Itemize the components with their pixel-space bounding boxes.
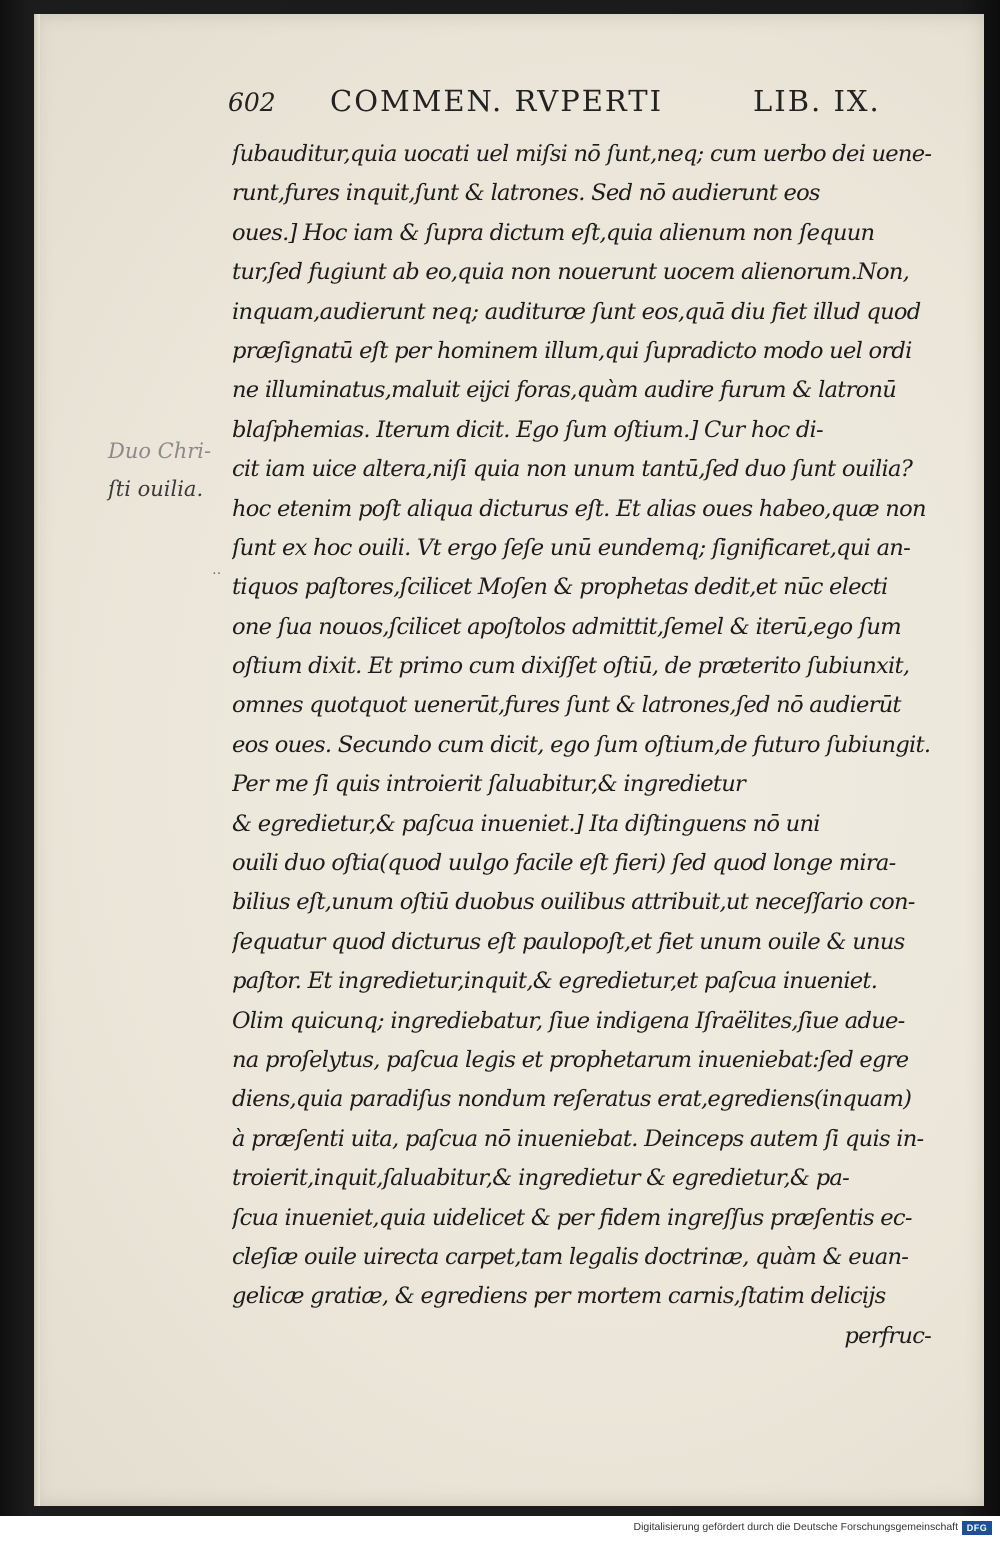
text-line: paſtor. Et ingredietur,inquit,& egredietur,et paſcua inueniet. — [232, 968, 878, 995]
text-line: ſunt ex hoc ouili. Vt ergo ſeſe unū eundemq; ſignificaret,qui an- — [232, 534, 910, 561]
text-line: blaſphemias. Iterum dicit. Ego ſum oſtium.] Cur hoc di- — [232, 416, 823, 443]
text-line: Per me ſi quis introierit ſaluabitur,& ingredietur — [232, 771, 746, 798]
text-line: omnes quotquot uenerūt,fures ſunt & latrones,ſed nō audierūt — [232, 692, 901, 719]
catchword: perfruc- — [844, 1322, 931, 1349]
text-line: Olim quicunq; ingrediebatur, ſiue indigena Iſraëlites,ſiue adue- — [232, 1007, 905, 1034]
text-line: na proſelytus, paſcua legis et prophetarum inueniebat:ſed egre — [232, 1046, 909, 1073]
page-gutter-edge — [34, 14, 40, 1506]
dfg-logo: DFG — [962, 1521, 992, 1535]
text-line: cleſiæ ouile uirecta carpet,tam legalis doctrinæ, quàm & euan- — [232, 1243, 909, 1270]
text-line: tiquos paſtores,ſcilicet Moſen & prophetas dedit,et nūc electi — [232, 574, 888, 601]
marginal-note-line: Duo Chri- — [108, 439, 212, 463]
marginal-note — [108, 432, 230, 508]
text-line: inquam,audierunt neq; auditurœ ſunt eos,quā diu fiet illud quod — [232, 298, 921, 325]
text-line: tur,ſed fugiunt ab eo,quia non nouerunt uocem alienorum.Non, — [232, 259, 910, 286]
text-line: cit iam uice altera,niſi quia non unum tantū,ſed duo ſunt ouilia? — [232, 456, 913, 483]
text-line: à præſenti uita, paſcua nō inueniebat. Deinceps autem ſi quis in- — [232, 1125, 924, 1152]
text-line: oues.] Hoc iam & ſupra dictum eſt,quia alienum non ſequun — [232, 219, 875, 246]
text-line: ſubauditur,quia uocati uel miſsi nō ſunt,neq; cum uerbo dei uene- — [232, 141, 932, 167]
text-line: runt,fures inquit,ſunt & latrones. Sed nō audierunt eos — [232, 180, 820, 207]
text-line: troierit,inquit,ſaluabitur,& ingredietur & egredietur,& pa- — [232, 1165, 850, 1192]
chapter-label: LIB. IX. — [753, 84, 881, 118]
text-line: ne illuminatus,maluit eijci foras,quàm audire furum & latronū — [232, 377, 897, 404]
text-line: ſequatur quod dicturus eſt paulopoſt,et fiet unum ouile & unus — [232, 928, 905, 955]
text-line: oſtium dixit. Et primo cum dixiſſet oſtiū, de præterito ſubiunxit, — [232, 653, 910, 680]
text-line: diens,quia paradiſus nondum reſeratus erat,egrediens(inquam) — [232, 1086, 912, 1113]
funding-notice: Digitalisierung gefördert durch die Deutsche Forschungsgemeinschaft — [633, 1521, 958, 1533]
text-line: bilius eſt,unum oſtiū duobus ouilibus attribuit,ut neceſſario con- — [232, 889, 915, 916]
page-number: 602 — [228, 88, 276, 117]
running-title: COMMEN. RVPERTI — [330, 84, 664, 118]
text-line: one ſua nouos,ſcilicet apoſtolos admittit,ſemel & iterū,ego ſum — [232, 613, 901, 640]
text-line: gelicæ gratiæ, & egrediens per mortem carnis,ſtatim delicijs — [232, 1283, 886, 1310]
text-line: præſignatū eſt per hominem illum,qui ſupradicto modo uel ordi — [232, 337, 912, 364]
text-line: & egredietur,& paſcua inueniet.] Ita diſtinguens nō uni — [232, 810, 820, 837]
text-line: eos oues. Secundo cum dicit, ego ſum oſtium,de futuro ſubiungit. — [232, 731, 931, 758]
running-header — [228, 84, 928, 124]
text-line: hoc etenim poſt aliqua dicturus eſt. Et alias oues habeo,quæ non — [232, 495, 926, 522]
text-line: ſcua inueniet,quia uidelicet & per fidem ingreſſus præſentis ec- — [232, 1204, 912, 1231]
body-text — [232, 135, 937, 1356]
text-line: ouili duo oſtia(quod uulgo facile eſt fieri) ſed quod longe mira- — [232, 850, 896, 877]
footer-bar — [0, 1516, 1000, 1541]
marginal-note-line: ſti ouilia. — [108, 477, 204, 501]
stray-ink-mark: ‥ — [212, 562, 222, 578]
